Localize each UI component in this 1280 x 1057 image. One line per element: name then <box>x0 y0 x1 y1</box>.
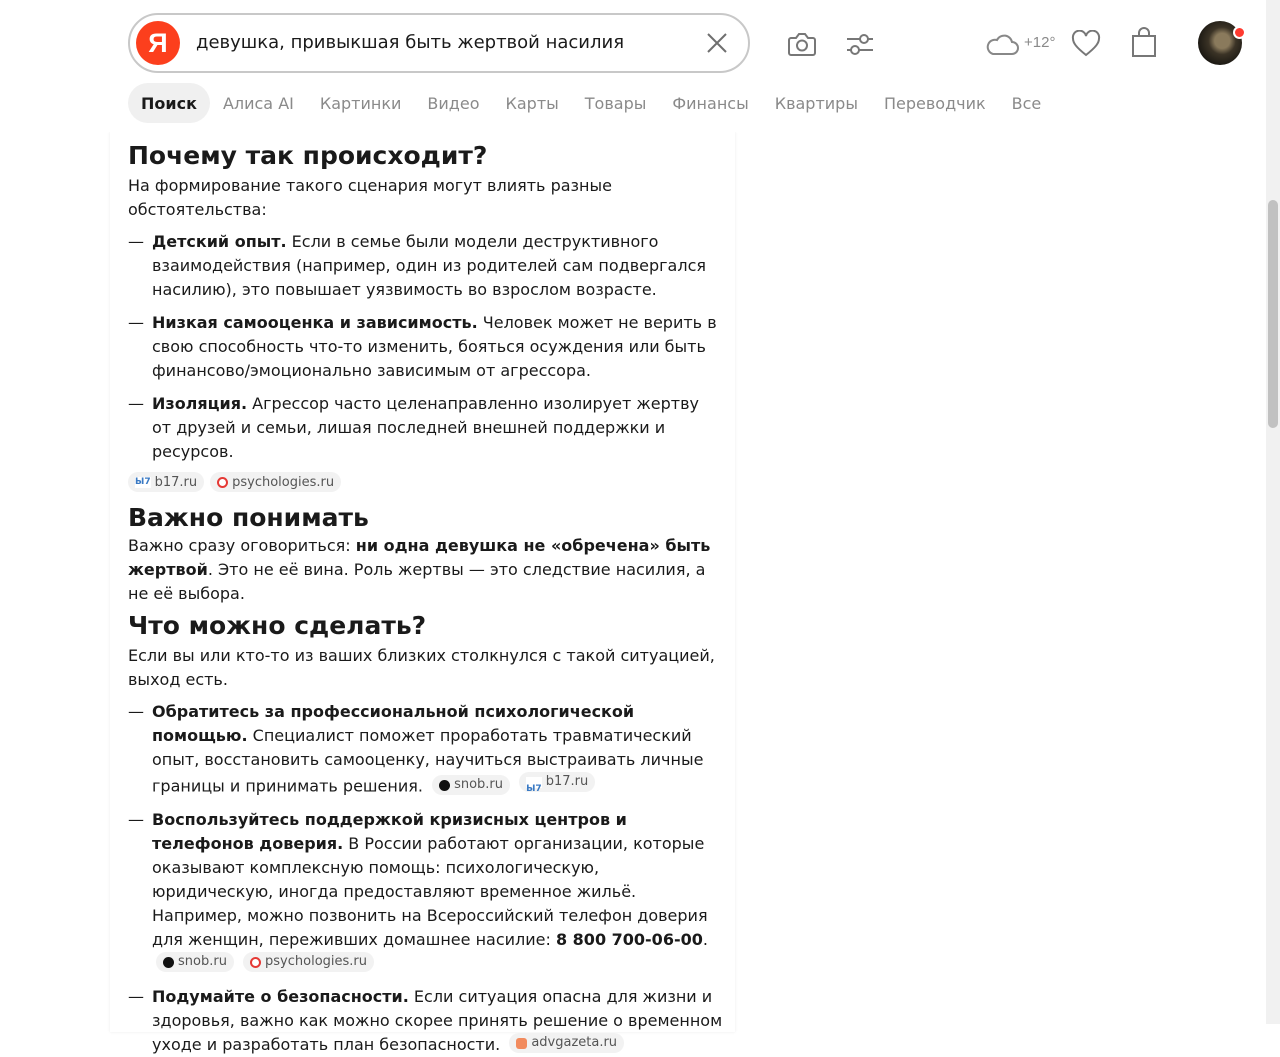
tab-products[interactable]: Товары <box>584 93 647 113</box>
header <box>0 0 1266 132</box>
actions-list <box>128 700 723 1057</box>
list-item: — Обратитесь за профессиональной психологической помощью. Специалист поможет проработать травматический опыт, восстановить самооценку, научиться выстраивать личные границы и принимать решения. snob.ru Ы7 b17.ru <box>128 700 723 799</box>
search-box[interactable] <box>128 13 750 73</box>
b17-icon: Ы7 <box>135 476 151 487</box>
tab-finance[interactable]: Финансы <box>672 93 749 113</box>
yandex-logo[interactable]: Я <box>136 21 180 65</box>
tab-all[interactable]: Все <box>1011 93 1042 113</box>
cloud-icon[interactable] <box>984 28 1020 60</box>
section-text-important: Важно сразу оговориться: ни одна девушка не «обречена» быть жертвой. Это не её вина. Роль жертвы — это следствие насилия, а не её выбора. <box>128 536 711 603</box>
source-chip-snob[interactable]: snob.ru <box>432 775 510 795</box>
section-intro-what-to-do: Если вы или кто-то из ваших близких столкнулся с такой ситуацией, выход есть. <box>128 646 715 689</box>
tab-search[interactable]: Поиск <box>128 83 210 123</box>
snob-icon <box>439 780 450 791</box>
scrollbar-thumb[interactable] <box>1268 200 1278 428</box>
psychologies-icon <box>250 957 261 968</box>
tab-maps[interactable]: Карты <box>505 93 559 113</box>
close-icon[interactable] <box>704 30 730 56</box>
advgazeta-icon <box>516 1038 527 1049</box>
b17-icon: Ы7 <box>526 777 542 788</box>
list-item: — Низкая самооценка и зависимость. Человек может не верить в свою способность что-то изменить, бояться осуждения или быть финансово/эмоционально зависимым от агрессора. <box>128 311 723 383</box>
section-intro-why: На формирование такого сценария могут влиять разные обстоятельства: <box>128 176 612 219</box>
source-chip-advgazeta[interactable]: advgazeta.ru <box>509 1033 624 1053</box>
tab-apartments[interactable]: Квартиры <box>774 93 858 113</box>
filters-icon[interactable] <box>844 28 876 60</box>
hotline-phone[interactable]: 8 800 700-06-00 <box>555 929 703 949</box>
source-chip-psychologies[interactable]: psychologies.ru <box>243 952 374 972</box>
snob-icon <box>163 957 174 968</box>
notification-badge <box>1233 26 1246 39</box>
source-chip-b17[interactable]: Ы7 b17.ru <box>519 772 595 792</box>
scrollbar-track[interactable] <box>1266 0 1280 1024</box>
list-item: — Подумайте о безопасности. Если ситуация опасна для жизни и здоровья, важно как можно скорее принять решение о временном уходе и разработать план безопасности. advgazeta.ru <box>128 985 723 1057</box>
section-title-why: Почему так происходит? <box>128 141 488 170</box>
search-tabs <box>128 83 1054 123</box>
source-chip-b17[interactable]: Ы7 b17.ru <box>128 472 204 492</box>
list-item: — Воспользуйтесь поддержкой кризисных центров и телефонов доверия. В России работают организации, которые оказывают комплексную помощь: психологическую, юридическую, иногда предоставляют временное жильё. Например, можно позвонить на Всероссийский телефон доверия для женщин, переживших домашнее насилие: 8 800 700-06-00. snob.ru psychologies.ru <box>128 808 723 976</box>
source-chip-snob[interactable]: snob.ru <box>156 952 234 972</box>
weather-temperature[interactable]: +12° <box>1024 34 1056 51</box>
source-chip-psychologies[interactable]: psychologies.ru <box>210 472 341 492</box>
camera-icon[interactable] <box>786 28 818 60</box>
sources-row <box>128 472 723 492</box>
shopping-bag-icon[interactable] <box>1128 26 1160 60</box>
tab-video[interactable]: Видео <box>427 93 480 113</box>
search-input[interactable]: девушка, привыкшая быть жертвой насилия <box>196 32 625 53</box>
tab-alice-ai[interactable]: Алиса AI <box>222 93 294 113</box>
answer-content <box>128 140 723 1057</box>
tab-translator[interactable]: Переводчик <box>883 93 986 113</box>
reasons-list <box>128 230 723 464</box>
section-title-important: Важно понимать <box>128 503 369 532</box>
heart-icon[interactable] <box>1070 28 1102 60</box>
tab-images[interactable]: Картинки <box>319 93 402 113</box>
list-item: — Изоляция. Агрессор часто целенаправленно изолирует жертву от друзей и семьи, лишая последней внешней поддержки и ресурсов. <box>128 392 723 464</box>
section-title-what-to-do: Что можно сделать? <box>128 611 427 640</box>
psychologies-icon <box>217 477 228 488</box>
list-item: — Детский опыт. Если в семье были модели деструктивного взаимодействия (например, один из родителей сам подвергался насилию), это повышает уязвимость во взрослом возрасте. <box>128 230 723 302</box>
